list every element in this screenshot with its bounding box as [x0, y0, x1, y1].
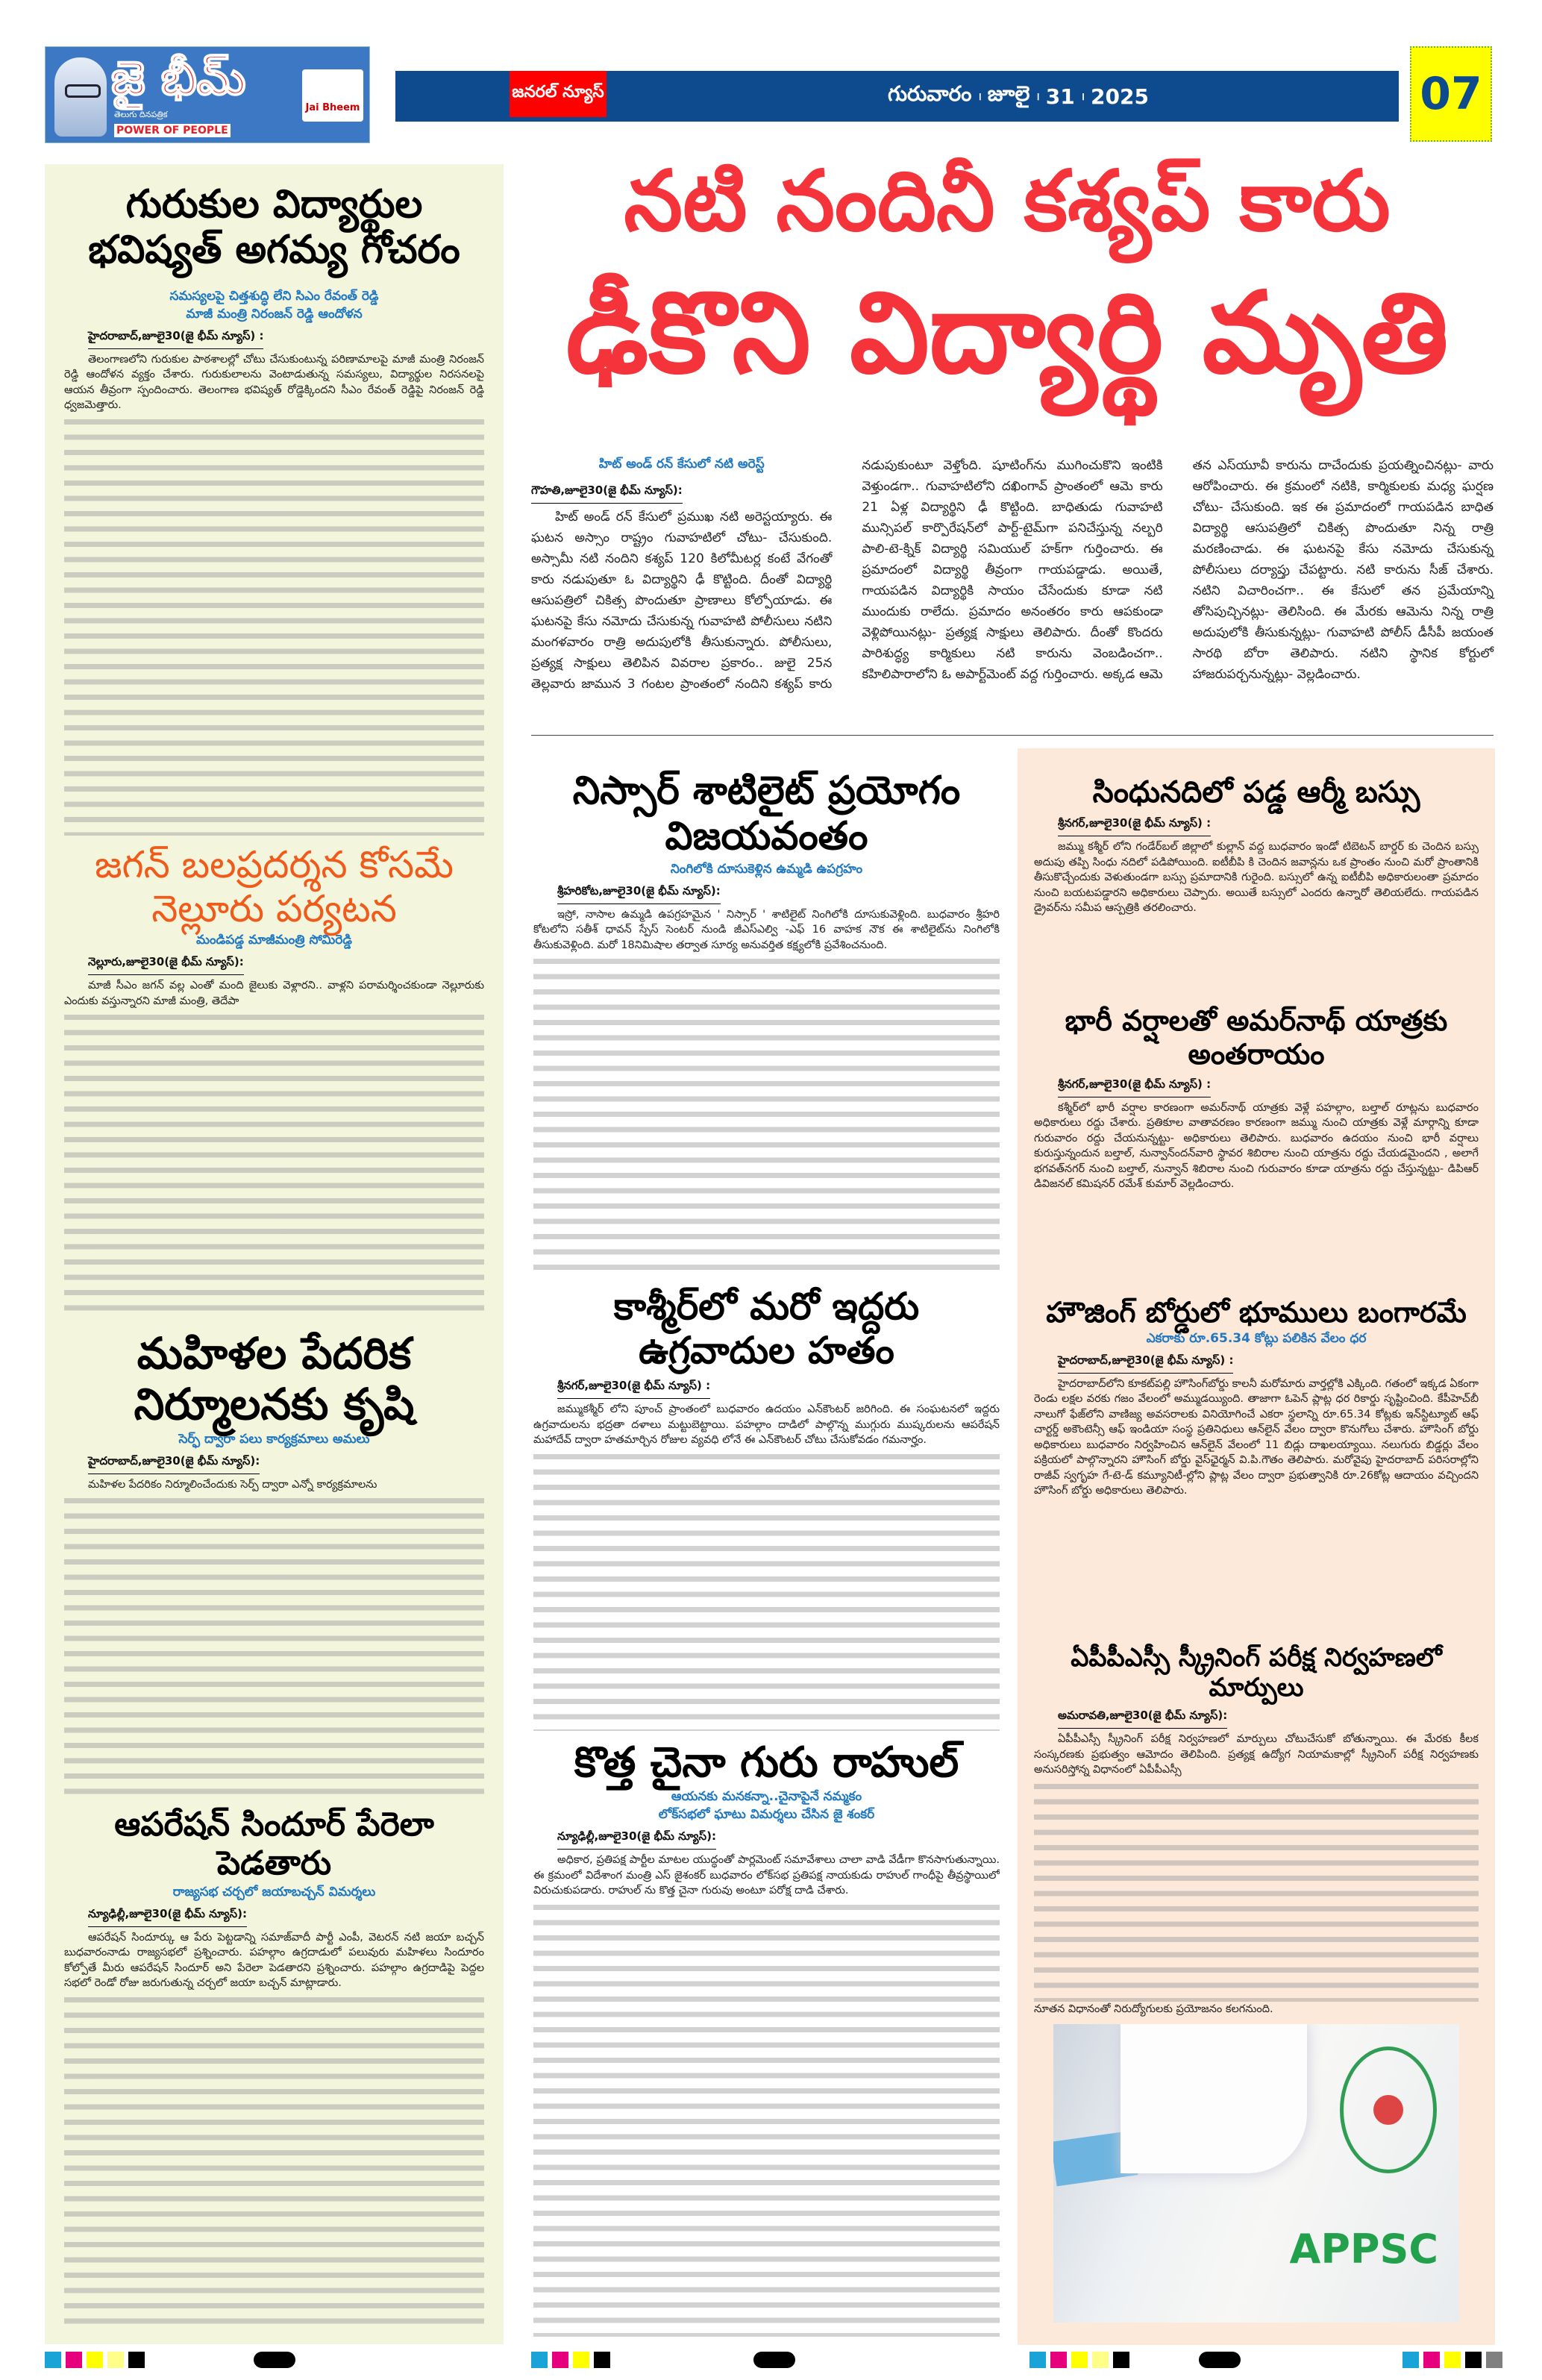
- article-dateline: నెల్లూరు,జూలై30(జై భీమ్ న్యూస్):: [88, 955, 244, 975]
- color-mark-yellow: [1444, 2352, 1461, 2368]
- article-headline: సింధునదిలో పడ్డ ఆర్మీ బస్సు: [1092, 775, 1420, 809]
- date-day: గురువారం: [888, 81, 972, 106]
- left-column: [45, 164, 504, 2344]
- article-dateline: హైదరాబాద్,జూలై30(జై భీమ్ న్యూస్) :: [1058, 1353, 1233, 1374]
- article-body: ఆపరేషన్ సిందూర్కు ఆ పేరు పెట్టడాన్ని సమాజ్‌వాదీ పార్టీ ఎంపీ, వెటరన్ నటి జయా బచ్చన్ బుధవారంనాడు రాజ్యసభలో ప్రశ్నించారు. పహల్గాం ఉగ్రదాడులో పలువురు మహిళలు సిందూరం కోల్పోతే మీరు ఆపరేషన్ సిందూర్ అని పేరెలా పెడతారని ప్రశ్నించారు. పహల్గాం ఉగ్రదాడిపై పెద్దల సభలో రెండో రోజు జరుగుతున్న చర్చలో జయా బచ్చన్ మాట్లాడారు.: [64, 1931, 484, 1990]
- article-gurukula: [64, 164, 484, 836]
- date-separator: ।: [1080, 90, 1085, 103]
- registration-mark: [1199, 2352, 1241, 2368]
- article-body: ఏపీపీఎస్సీ స్క్రీనింగ్ పరీక్ష నిర్వహణలో మార్పులు చోటుచేసుకో బోతున్నాయి. ఈ మేరకు కీలక సంస్కరణకు ప్రభుత్వం ఆమోదం తెలిపింది. ప్రత్యక్ష ఉద్యోగ నియామకాల్లో స్క్రీనింగ్ పరీక్ష నిర్వహణకు అనుసరిస్తోన్న విధానంలో ఏపీపీఎస్సీ: [1034, 1733, 1479, 1776]
- color-mark-yellow: [87, 2352, 103, 2368]
- article-headline: ఏపీపీఎస్సీ స్క్రీనింగ్ పరీక్ష నిర్వహణలో మార్పులు: [1071, 1643, 1442, 1703]
- article-subheadline: నింగిలోకి దూసుకెళ్లిన ఉమ్మడి ఉపగ్రహం: [670, 861, 863, 877]
- date-month: జూలై: [987, 81, 1030, 106]
- article-headline: ఆపరేషన్ సిందూర్ పేరెలా పెడతారు: [114, 1806, 434, 1882]
- appsc-exam-photo: [1053, 2024, 1459, 2323]
- article-nisar: [533, 754, 1000, 1276]
- brand-subtitle: తెలుగు దినపత్రిక: [114, 110, 168, 119]
- article-jagan: [64, 836, 484, 1313]
- issue-date: [888, 71, 1149, 122]
- brand-name: జై భీమ్: [111, 51, 246, 105]
- date-year: 2025: [1091, 84, 1149, 109]
- article-body: మాజీ సీఎం జగన్ వల్ల ఎంతో మంది జైలుకు వెళ్లారని.. వాళ్లని పరామర్శించకుండా నెల్లూరుకు ఎందుకు వస్తున్నారని మాజీ మంత్రి, తెదేపా: [64, 980, 484, 1007]
- article-dateline: శ్రీనగర్,జూలై30(జై భీమ్ న్యూస్) :: [1058, 816, 1211, 836]
- portrait-image: [54, 57, 107, 137]
- article-body-continued: [1034, 1779, 1479, 2002]
- color-mark-light-yellow: [107, 2352, 124, 2368]
- ap-government-seal-icon: [1340, 2047, 1437, 2173]
- article-body-continued: [64, 1010, 484, 1313]
- article-headline: నిస్సార్ శాటిలైట్ ప్రయోగం విజయవంతం: [572, 768, 961, 859]
- article-army-bus: [1034, 748, 1479, 998]
- registration-mark: [254, 2352, 295, 2368]
- date-separator: ।: [1035, 90, 1040, 103]
- color-mark-magenta: [1423, 2352, 1440, 2368]
- article-dateline: శ్రీహరికోట,జూలై30(జై భీమ్ న్యూస్):: [557, 884, 721, 904]
- color-mark-black: [594, 2352, 610, 2368]
- article-body: ఇస్రో, నాసాల ఉమ్మడి ఉపగ్రహమైన ' నిస్సార్ ' శాటిలైట్ నింగిలోకి దూసుకువెళ్లింది. బుధవారం శ్రీహరి కోటలోని సతీశ్ ధావన్ స్పేస్ సెంటర్ నుండి జీఎస్ఎల్వి -ఎఫ్ 16 వాహక నౌక ఈ శాటిలైట్‌ను నింగిలోకి తీసుకువెళ్లింది. మరో 18నిమిషాల తర్వాత సూర్య అనువర్తిత కక్ష్యలోకి ప్రవేశించనుంది.: [533, 908, 1000, 951]
- color-mark-magenta: [1050, 2352, 1067, 2368]
- photo-label: APPSC: [1289, 2226, 1438, 2273]
- article-body-continued: [64, 1993, 484, 2329]
- article-dateline: శ్రీనగర్,జూలై30(జై భీమ్ న్యూస్) :: [557, 1379, 710, 1399]
- article-headline: భారీ వర్షాలతో అమర్‌నాథ్ యాత్రకు అంతరాయం: [1065, 1004, 1448, 1071]
- right-column: [1018, 748, 1495, 2345]
- article-dateline: హైదరాబాద్,జూలై30(జై భీమ్ న్యూస్):: [88, 1454, 260, 1474]
- article-appsc: [1034, 1632, 1479, 2345]
- article-subheadline: ఎకరాకు రూ.65.34 కోట్లు పలికిన వేలం ధర: [1146, 1330, 1367, 1346]
- article-body-continued: [533, 1450, 1000, 1732]
- article-kashmir: [533, 1276, 1000, 1731]
- color-mark-cyan: [531, 2352, 548, 2368]
- page-number: 07: [1410, 46, 1492, 142]
- photo-writing-hand: [1121, 2024, 1307, 2173]
- article-housing-board: [1034, 1285, 1479, 1632]
- article-subheadline: సెర్ఫ్ ద్వారా పలు కార్యక్రమాలు అమలు: [178, 1431, 370, 1447]
- article-body: జమ్ముకశ్మీర్ లోని పూంచ్ ప్రాంతంలో బుధవారం ఉదయం ఎన్‌కౌంటర్ జరిగింది. ఈ సంఘటనలో ఇద్దరు ఉగ్రవాదులను భద్రతా దళాలు మట్టుబెట్టాయి. పహల్గాం దాడిలో పాల్గొన్న ముగ్గురు ముష్కరులను ఆపరేషన్ మహాదేవ్ ద్వారా హతమార్చిన రోజుల వ్యవధి లోనే ఈ ఎన్‌కౌంటర్ చోటు చేసుకోవడం గమనార్హం.: [533, 1403, 1000, 1446]
- color-mark-yellow: [573, 2352, 589, 2368]
- article-body-continued: [64, 415, 484, 836]
- article-body-continued: [533, 1900, 1000, 2337]
- brand-tagline: POWER OF PEOPLE: [114, 124, 231, 137]
- article-subheadline: లోక్‌సభలో ఘాటు విమర్శలు చేసిన జై శంకర్: [658, 1807, 875, 1823]
- color-mark-cyan: [1029, 2352, 1046, 2368]
- article-dateline: అమరావతి,జూలై30(జై భీమ్ న్యూస్):: [1058, 1709, 1227, 1729]
- article-body: మహిళల పేదరికం నిర్మూలించేందుకు సెర్ప్ ద్వారా ఎన్నో కార్యక్రమాలను: [88, 1478, 377, 1491]
- lead-headline-line-1: నటి నందినీ కశ్యప్ కారు: [624, 153, 1391, 250]
- article-subheadline: మండిపడ్డ మాజీమంత్రి సోమిరెడ్డి: [196, 933, 352, 948]
- article-subheadline: మాజీ మంత్రి నిరంజన్ రెడ్డి ఆందోళన: [186, 306, 363, 322]
- lead-kicker: హిట్ అండ్ రన్ కేసులో నటి అరెస్ట్: [598, 457, 765, 472]
- article-headline: కొత్త చైనా గురు రాహుల్: [574, 1738, 959, 1787]
- color-mark-yellow: [1071, 2352, 1088, 2368]
- article-body: జమ్ము కశ్మీర్ లోని గండేర్‌బల్ జిల్లాలో కుల్లాన్ వద్ద బుధవారం ఇండో టిబెటన్ బార్డర్ కు చెందిన బస్సు అదుపు తప్పి సింధు నదిలో పడిపోయింది. ఐటీబీపి కి చెందిన జవాన్లను ఒక ప్రాంతం నుంచి మరో ప్రాంతానికి తీసుకొచ్చేందుకు వెళుతుండగా బస్సు ప్రమాదానికి గురైంది. బస్సులో ఉన్న ఐటీబీపి అధికారులంతా ప్రమాదం నుంచి బయటపడ్డారని అధికారులు చెప్పారు. అయితే బస్సులో ఎందరు ఉన్నారో తెలియలేదు. గాయపడిన డ్రైవర్‌ను సమీప ఆస్పత్రికి తరలించారు.: [1034, 841, 1479, 915]
- article-body: అధికార, ప్రతిపక్ష పార్టీల మాటల యుద్ధంతో పార్లమెంట్ సమావేశాలు చాలా వాడి వేడీగా కొనసాగుతున్నాయి. ఈ క్రమంలో విదేశాంగ మంత్రి ఎస్ జైశంకర్ బుధవారం లోక్‌సభ ప్రతిపక్ష నాయకుడు రాహుల్ గాంధీపై తీవ్రస్థాయిలో విరుచుకుపడారు. రాహుల్ ను కొత్త చైనా గురువు అంటూ పరోక్ష దాడి చేశారు.: [533, 1854, 1000, 1897]
- article-dateline: న్యూఢిల్లీ,జూలై30(జై భీమ్ న్యూస్):: [88, 1907, 247, 1927]
- color-mark-black: [128, 2352, 145, 2368]
- color-mark-black: [1113, 2352, 1129, 2368]
- masthead-logo: [45, 46, 370, 143]
- article-body: తెలంగాణలోని గురుకుల పాఠశాలల్లో చోటు చేసుకుంటున్న పరిణామాలపై మాజీ మంత్రి నిరంజన్ రెడ్డి ఆందోళన వ్యక్తం చేశారు. గురుకులాలను వెంటాడుతున్న సమస్యలు, విద్యార్థుల నిరసనలపై ఆయన తీవ్రంగా స్పందించారు. తెలంగాణ భవిష్యత్ రోడ్డెక్కిందని సీఎం రేవంత్ రెడ్డిపై నిరంజన్ రెడ్డి ధ్వజమెత్తారు.: [64, 353, 484, 412]
- color-mark-magenta: [552, 2352, 568, 2368]
- article-subheadline: సమస్యలపై చిత్తశుద్ధి లేని సిఎం రేవంత్ రెడ్డి: [169, 288, 379, 304]
- middle-column: [526, 754, 1007, 2344]
- date-separator: ।: [977, 90, 982, 103]
- article-operation-sindoor: [64, 1798, 484, 2344]
- article-headline: జగన్ బలప్రదర్శన కోసమే నెల్లూరు పర్యటన: [94, 843, 454, 930]
- article-body: హైదరాబాద్‌లోని కూకట్‌పల్లి హౌసింగ్‌బోర్డు కాలనీ మరోమారు వార్తల్లోకి ఎక్కింది. గతంలో ఇక్కడ ఏకంగా రెండు లక్షల వరకు గజం వేలంలో అమ్ముడయ్యింది. తాజాగా ఓపెన్ ప్లాట్ల ధర రికార్డు సృష్టించింది. కేపీహెచ్‌బీ నాలుగో ఫేజ్‌లోని వాణిజ్య అవసరాలకు వినియోగించే ఎకరా స్థలాన్ని రూ.65.34 కోట్లకు ఇన్‌స్టిట్యూట్ ఆఫ్ చార్టర్డ్ అకౌంటెన్సీ ఆఫ్ ఇండియా సంస్థ ప్రతినిధులు ఆన్‌లైన్ వేలం ద్వారా కొనుగోలు చేశారు. హౌసింగ్ బోర్డు అధికారులు బుధవారం నిర్వహించిన ఆన్‌లైన్ వేలంలో 11 బిడ్లు దాఖలయ్యాయి. నలుగురు బిడ్డర్లు వేలం పక్రియలో పాల్గొన్నారని హౌసింగ్ బోర్డు వైస్‌ఛైర్మన్ వి.పి.గౌతం తెలిపారు. మరోవైపు హైదరాబాద్ పరిసరాల్లోని రాజీవ్ స్వగృహ గే-టె-డ్ కమ్యూనిటీ-ల్లోని ప్లాట్ల వేలం ద్వారా ప్రభుత్వానికి రూ.26కోట్ల ఆదాయం వచ్చిందని హౌసింగ్ బోర్డు అధికారులు తెలిపారు.: [1034, 1377, 1479, 1497]
- article-headline: మహిళల పేదరిక నిర్మూలనకు కృషి: [134, 1328, 415, 1430]
- color-mark-magenta: [66, 2352, 82, 2368]
- article-subheadline: రాజ్యసభ చర్చలో జయాబచ్చన్ విమర్శలు: [172, 1884, 376, 1900]
- color-mark-light-yellow: [1092, 2352, 1109, 2368]
- color-mark-cyan: [1402, 2352, 1419, 2368]
- divider: [531, 735, 1494, 736]
- section-label: జనరల్ న్యూస్: [510, 71, 607, 117]
- article-body: కశ్మీర్‌లో భారీ వర్షాల కారణంగా అమర్‌నాథ్ యాత్రకు వెళ్లే పహల్గాం, బల్తాల్ రూట్లను బుధవారం అధికారులు రద్దు చేశారు. ప్రతికూల వాతావరణం కారణంగా జమ్ము నుంచి యాత్రకు వెళ్లే మార్గాన్ని కూడా గురువారం రద్దు చేయనున్నట్టు- అధికారులు తెలిపారు. బుధవారం ఉదయం నుంచి భారీ వర్షాలు కురుస్తున్నందున బల్తాల్, నున్వాన్‌ందన్‌వారి స్థావర శిబిరాల నుంచి యాత్రను రద్దు చేయడమైందని , అలాగే భగవత్‌నగర్ నుంచి బల్తాల్, నున్వాన్ శిబిరాల నుంచి గురువారం కూడా యాత్రను రద్దు చేస్తున్నట్టు- డిపిఆర్ డివిజనల్ కమిషనర్ రమేశ్ కుమార్ వెల్లడించారు.: [1034, 1101, 1479, 1191]
- tv-logo: Jai Bheem: [302, 69, 363, 122]
- color-mark-cyan: [45, 2352, 61, 2368]
- color-mark-black: [1465, 2352, 1482, 2368]
- date-date: 31: [1045, 84, 1075, 109]
- article-headline: గురుకుల విద్యార్థుల భవిష్యత్ అగమ్య గోచరం: [88, 182, 460, 273]
- article-dateline: హైదరాబాద్,జూలై30(జై భీమ్ న్యూస్) :: [88, 329, 263, 349]
- article-amarnath: [1034, 998, 1479, 1285]
- article-body-closing: నూతన విధానంతో నిరుద్యోగులకు ప్రయోజనం కలగనుంది.: [1034, 2002, 1273, 2015]
- lead-article: [531, 455, 1494, 727]
- registration-mark: [753, 2352, 795, 2368]
- article-women-poverty: [64, 1313, 484, 1798]
- lead-body: హిట్ అండ్ రన్ కేసులో ప్రముఖ నటి అరెస్టయ్యారు. ఈ ఘటన అస్సాం రాష్ట్రం గువాహటిలో చోటు- చేసుకుంది. అస్సామీ నటి నందిని కశ్యప్ 120 కిలోమీటర్ల కంటే వేగంతో కారు నడుపుతూ ఓ విద్యార్థిని ఢీ కొట్టింది. దీంతో విద్యార్థి ఆసుపత్రిలో చికిత్స పొందుతూ ప్రాణాలు కోల్పోయాడు. ఈ ఘటనపై కేసు నమోదు చేసుకున్న గువాహటి పోలీసులు నటిని మంగళవారం రాత్రి అదుపులోకి తీసుకున్నారు. పోలీసులు, ప్రత్యక్ష సాక్షులు తెలిపిన వివరాల ప్రకారం.. జులై 25న తెల్లవారు జామున 3 గంటల ప్రాంతంలో నందిని కశ్యప్ కారు నడుపుకుంటూ వెళ్తోంది. షూటింగ్‌ను ముగించుకొని ఇంటికి వెళ్తుండగా.. గువాహటిలోని దఖింగావ్ ప్రాంతంలో ఆమె కారు 21 ఏళ్ల విద్యార్థిని ఢీ కొట్టింది. బాధితుడు గువాహటి మున్సిపల్ కార్పొరేషన్‌లో పార్ట్-టైమ్‌గా పనిచేస్తున్న నల్బరి పాలి-టె-క్నిక్ విద్యార్థి సమియుల్ హక్‌గా గుర్తించారు. ఈ ప్రమాదంలో విద్యార్థి తీవ్రంగా గాయపడ్డాడు. అయితే, గాయపడిన విద్యార్థికి సాయం చేసేందుకు కూడా నటి ముందుకు రాలేదు. ప్రమాదం అనంతరం కారు ఆపకుండా వెళ్లిపోయినట్లు- ప్రత్యక్ష సాక్షులు తెలిపారు. దీంతో కొందరు పారిశుద్ధ్య కార్మికులు నటి కారును వెంబడించగా.. కహిలిపారాలోని ఓ అపార్ట్‌మెంట్ వద్ద గుర్తించారు. అక్కడ ఆమె తన ఎస్‌యూవీ కారును దాచేందుకు ప్రయత్నించినట్లు- వారు ఆరోపించారు. ఈ క్రమంలో నటికి, కార్మికులకు మధ్య ఘర్షణ చోటు- చేసుకుంది. ఇక ఈ ప్రమాదంలో గాయపడిన బాధిత విద్యార్థి ఆసుపత్రిలో చికిత్స పొందుతూ నిన్న రాత్రి మరణించాడు. ఈ ఘటనపై కేసు నమోదు చేసుకున్న పోలీసులు దర్యాప్తు చేపట్టారు. నటి కారును సీజ్ చేశారు. నటిని విచారించగా.. ఈ కేసులో తన ప్రమేయాన్ని తోసిపుచ్చినట్లు- తెలిసింది. ఈ మేరకు ఆమెను నిన్న రాత్రి అదుపులోకి తీసుకున్నట్లు- గువాహటి పోలీస్ డీసీపీ జయంత సారథి బోరా తెలిపారు. నటిని స్థానిక కోర్టులో హాజరుపర్చనున్నట్లు- వెల్లడించారు.: [531, 458, 1494, 692]
- lead-dateline: గౌహతి,జూలై30(జై భీమ్ న్యూస్):: [531, 483, 683, 504]
- article-body-continued: [533, 954, 1000, 1276]
- article-body-continued: [64, 1494, 484, 1798]
- lead-headline: [522, 145, 1492, 410]
- article-subheadline: ఆయనకు మనకన్నా..చైనాపైనే నమ్మకం: [671, 1789, 862, 1805]
- article-rahul: [533, 1731, 1000, 2344]
- spacer: [1034, 2323, 1479, 2345]
- article-headline: హౌజింగ్ బోర్డులో భూములు బంగారమే: [1046, 1296, 1467, 1329]
- article-dateline: శ్రీనగర్,జూలై30(జై భీమ్ న్యూస్) :: [1058, 1077, 1211, 1097]
- article-dateline: న్యూఢిల్లీ,జూలై30(జై భీమ్ న్యూస్):: [557, 1829, 716, 1850]
- article-headline: కాశ్మీర్‌లో మరో ఇద్దరు ఉగ్రవాదుల హతం: [613, 1285, 920, 1372]
- color-mark-gray: [1486, 2352, 1502, 2368]
- lead-headline-line-2: ఢీకొని విద్యార్థి మృతి: [565, 269, 1449, 398]
